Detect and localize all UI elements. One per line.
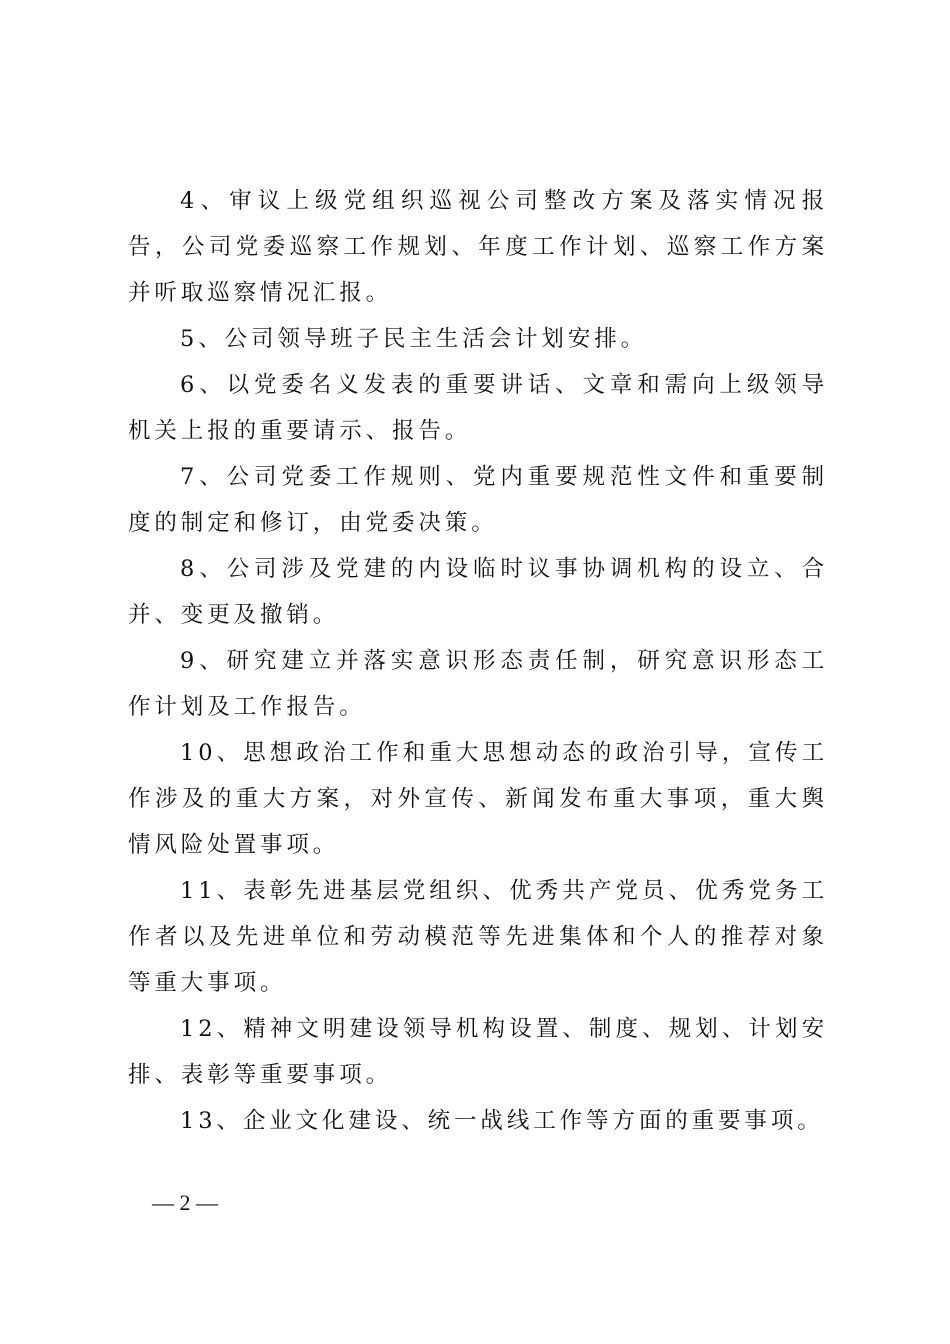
paragraph-item-5: 5、公司领导班子民主生活会计划安排。 [180,326,648,352]
paragraph-item-6: 6、以党委名义发表的重要讲话、文章和需向上级领导机关上报的重要请示、报告。 [128,372,828,444]
paragraph-item-11: 11、表彰先进基层党组织、优秀共产党员、优秀党务工作者以及先进单位和劳动模范等先进集体和个人的推荐对象等重大事项。 [128,878,828,996]
paragraph-item-10: 10、思想政治工作和重大思想动态的政治引导，宣传工作涉及的重大方案，对外宣传、新闻发布重大事项，重大舆情风险处置事项。 [128,740,828,858]
page-number: — 2 — [152,1190,218,1215]
paragraph-item-13: 13、企业文化建设、统一战线工作等方面的重要事项。 [180,1108,824,1134]
paragraph-item-4: 4、审议上级党组织巡视公司整改方案及落实情况报告，公司党委巡察工作规划、年度工作计划、巡察工作方案并听取巡察情况汇报。 [128,188,828,306]
paragraph-item-9: 9、研究建立并落实意识形态责任制，研究意识形态工作计划及工作报告。 [128,648,828,720]
paragraph-item-12: 12、精神文明建设领导机构设置、制度、规划、计划安排、表彰等重要事项。 [128,1016,828,1088]
paragraph-item-7: 7、公司党委工作规则、党内重要规范性文件和重要制度的制定和修订，由党委决策。 [128,464,828,536]
paragraph-item-8: 8、公司涉及党建的内设临时议事协调机构的设立、合并、变更及撤销。 [128,556,828,628]
document-body [128,178,828,1144]
